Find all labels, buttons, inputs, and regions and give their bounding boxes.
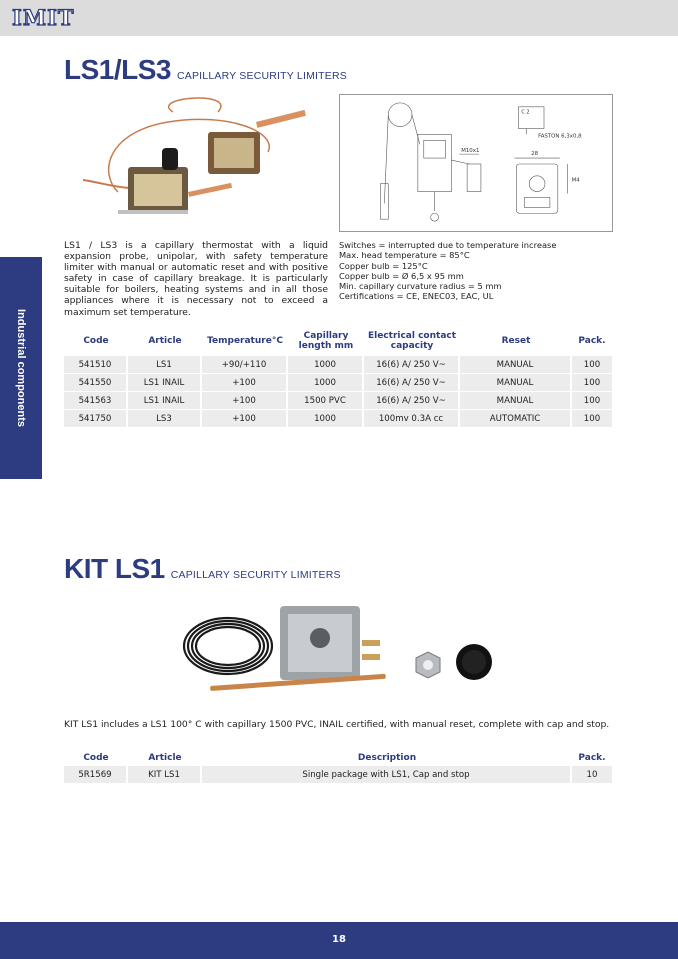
col-header-electrical-capacity: Electrical contact capacity [367, 331, 457, 351]
spec-line: Copper bulb = Ø 6,5 x 95 mm [339, 270, 464, 281]
cell-electrical-capacity: 100mv 0.3A cc [364, 410, 460, 428]
cell-reset: AUTOMATIC [460, 410, 572, 428]
col-header-code: Code [83, 753, 109, 763]
page-number: 18 [332, 934, 346, 945]
col-header-temperature: Temperature°C [207, 336, 283, 346]
cell-temperature: +100 [202, 410, 288, 428]
drawing-label-thread: M10x1 [461, 148, 480, 155]
cell-reset: MANUAL [460, 356, 572, 374]
cell-article: LS1 INAIL [128, 374, 202, 392]
col-header-article: Article [148, 336, 182, 346]
col-header-pack: Pack. [578, 336, 606, 346]
cell-temperature: +100 [202, 374, 288, 392]
imit-logo: IMIT [12, 5, 75, 30]
drawing-label-faston: FASTON 6,3x0,8 [538, 133, 582, 140]
section1-specs [339, 240, 556, 302]
spec-line: Copper bulb = 125°C [339, 260, 428, 271]
spec-line: Switches = interrupted due to temperature increase [339, 240, 557, 250]
col-header-description: Description [357, 753, 417, 763]
cell-temperature: +100 [202, 392, 288, 410]
ls1-ls3-product-photo [78, 92, 310, 226]
cell-electrical-capacity: 16(6) A/ 250 V~ [364, 392, 460, 410]
col-header-reset: Reset [501, 336, 531, 346]
cell-description: Single package with LS1, Cap and stop [202, 766, 572, 784]
drawing-label-pins: C 2 [521, 109, 530, 116]
cell-reset: MANUAL [460, 374, 572, 392]
section2-subtitle: CAPILLARY SECURITY LIMITERS [170, 569, 341, 581]
cell-code: 5R1569 [64, 766, 128, 784]
section1-description: LS1 / LS3 is a capillary thermostat with a liquid expansion probe, unipolar, with safety temperature limiter with manual or automatic reset and with positive safety in case of capillary breakage. It is particularly suitable for boilers, heating systems and in all those appliances where it is necessary not to exceed a maximum set temperature. [64, 240, 328, 318]
cell-pack: 100 [572, 392, 612, 410]
col-header-pack: Pack. [578, 753, 606, 763]
kit-ls1-product-photo [176, 600, 506, 700]
drawing-label-width: 28 [531, 151, 539, 158]
section2-description: KIT LS1 includes a LS1 100° C with capillary 1500 PVC, INAIL certified, with manual reset, complete with cap and stop. [64, 719, 610, 730]
cell-pack: 100 [572, 374, 612, 392]
table-row [64, 356, 612, 374]
cell-reset: MANUAL [460, 392, 572, 410]
cell-temperature: +90/+110 [202, 356, 288, 374]
table-header-row [64, 750, 612, 766]
cell-code: 541510 [64, 356, 128, 374]
header-bar [0, 0, 678, 36]
kit-ls1-table [64, 750, 612, 784]
cell-capillary-length: 1000 [288, 356, 364, 374]
cell-electrical-capacity: 16(6) A/ 250 V~ [364, 356, 460, 374]
section1-title-main: LS1/LS3 [64, 54, 171, 85]
table-row [64, 766, 612, 784]
ls1-ls3-table [64, 326, 612, 428]
table-header-row [64, 326, 612, 356]
spec-line: Certifications = CE, ENEC03, EAC, UL [339, 291, 494, 302]
spec-line: Min. capillary curvature radius = 5 mm [339, 281, 502, 292]
side-tab-label: Industrial components [15, 309, 27, 427]
footer-bar [0, 922, 678, 959]
section1-title [64, 54, 347, 86]
drawing-label-height: M4 [571, 177, 580, 184]
cell-article: LS1 [128, 356, 202, 374]
col-header-code: Code [83, 336, 109, 346]
cell-pack: 10 [572, 766, 612, 784]
cell-capillary-length: 1500 PVC [288, 392, 364, 410]
side-tab [0, 257, 42, 479]
cell-capillary-length: 1000 [288, 410, 364, 428]
table-row [64, 392, 612, 410]
cell-pack: 100 [572, 356, 612, 374]
cell-capillary-length: 1000 [288, 374, 364, 392]
cell-code: 541750 [64, 410, 128, 428]
spec-line: Max. head temperature = 85°C [339, 250, 470, 261]
cell-pack: 100 [572, 410, 612, 428]
col-header-article: Article [148, 753, 182, 763]
table-row [64, 374, 612, 392]
table-row [64, 410, 612, 428]
section2-title [64, 553, 341, 585]
section1-subtitle: CAPILLARY SECURITY LIMITERS [176, 70, 347, 82]
col-header-capillary-length: Capillary length mm [298, 331, 354, 351]
section2-title-main: KIT LS1 [64, 553, 165, 584]
cell-electrical-capacity: 16(6) A/ 250 V~ [364, 374, 460, 392]
cell-article: LS1 INAIL [128, 392, 202, 410]
cell-code: 541563 [64, 392, 128, 410]
cell-article: KIT LS1 [128, 766, 202, 784]
cell-code: 541550 [64, 374, 128, 392]
technical-drawing [339, 94, 613, 232]
cell-article: LS3 [128, 410, 202, 428]
